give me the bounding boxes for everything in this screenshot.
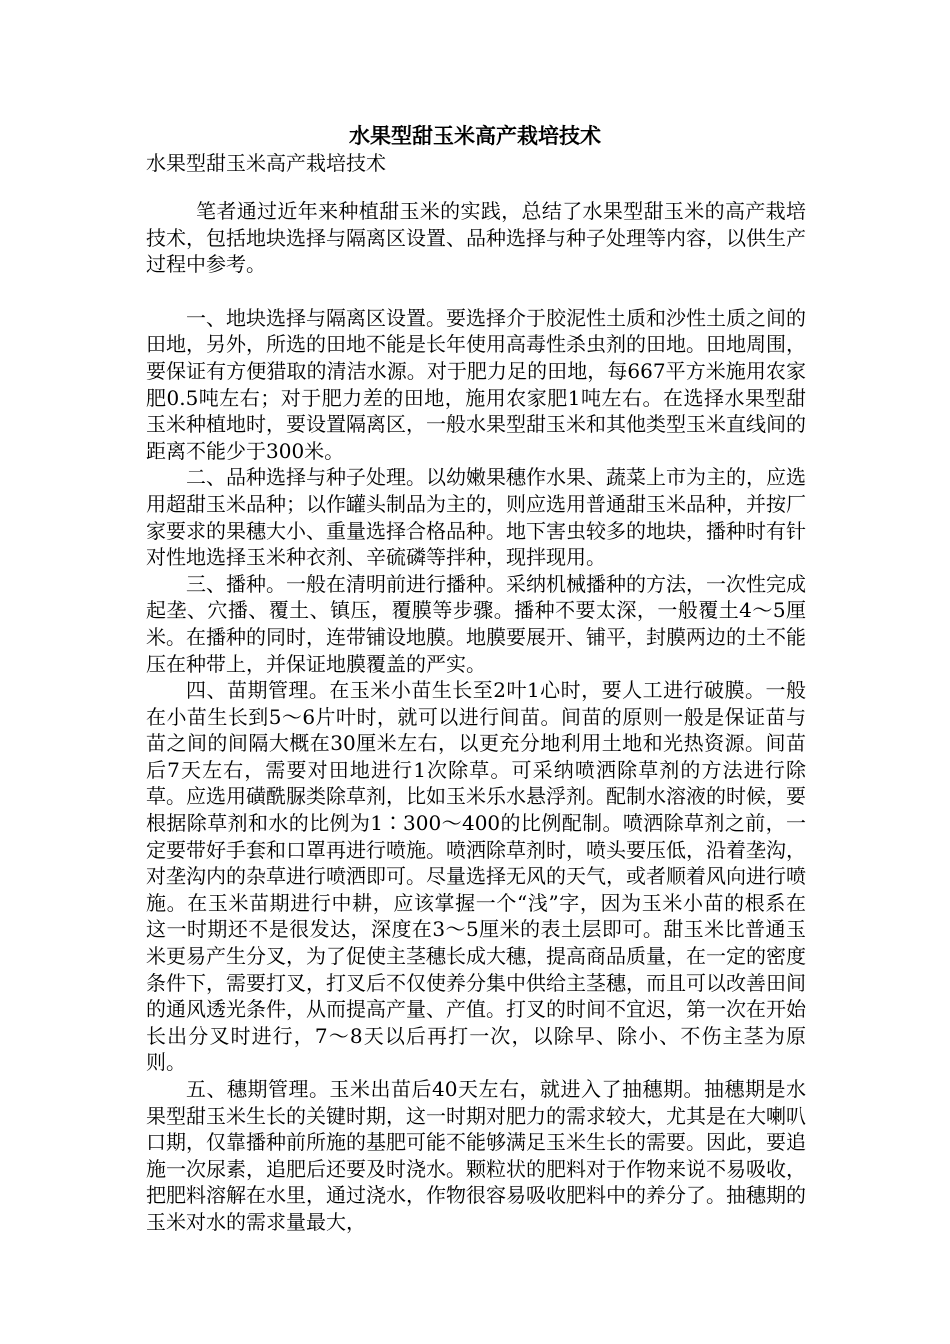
section-ear-management: 五、穗期管理。玉米出苗后40天左右，就进入了抽穗期。抽穗期是水果型甜玉米生长的关键时期，这一时期对肥力的需求较大，尤其是在大喇叭口期，仅靠播种前所施的基肥可能不能够满足玉米生长的需要。因此，要追施一次尿素，追肥后还要及时浇水。颗粒状的肥料对于作物来说不易吸收，把肥料溶解在水里，通过浇水，作物很容易吸收肥料中的养分了。抽穗期的玉米对水的需求量最大， [146, 1077, 806, 1234]
paragraph-gap [146, 278, 806, 305]
section-sowing: 三、播种。一般在清明前进行播种。采纳机械播种的方法，一次性完成起垄、穴播、覆土、镇压，覆膜等步骤。播种不要太深，一般覆土4～5厘米。在播种的同时，连带铺设地膜。地膜要展开、铺平，封膜两边的土不能压在种带上，并保证地膜覆盖的严实。 [146, 571, 806, 676]
document-body [146, 198, 806, 1236]
intro-paragraph: 笔者通过近年来种植甜玉米的实践，总结了水果型甜玉米的高产栽培技术，包括地块选择与隔离区设置、品种选择与种子处理等内容，以供生产过程中参考。 [146, 199, 806, 277]
document-subtitle: 水果型甜玉米高产栽培技术 [146, 151, 386, 175]
section-seedling-management: 四、苗期管理。在玉米小苗生长至2叶1心时，要人工进行破膜。一般在小苗生长到5～6片叶时，就可以进行间苗。间苗的原则一般是保证苗与苗之间的间隔大概在30厘米左右，以更充分地利用土地和光热资源。间苗后7天左右，需要对田地进行1次除草。可采纳喷洒除草剂的方法进行除草。应选用磺酰脲类除草剂，比如玉米乐水悬浮剂。配制水溶液的时候，要根据除草剂和水的比例为1∶300～400的比例配制。喷洒除草剂之前，一定要带好手套和口罩再进行喷施。喷洒除草剂时，喷头要压低，沿着垄沟，对垄沟内的杂草进行喷洒即可。尽量选择无风的天气，或者顺着风向进行喷施。在玉米苗期进行中耕，应该掌握一个“浅”字，因为玉米小苗的根系在这一时期还不是很发达，深度在3～5厘米的表土层即可。甜玉米比普通玉米更易产生分叉，为了促使主茎穗长成大穗，提高商品质量，在一定的密度条件下，需要打叉，打叉后不仅使养分集中供给主茎穗，而且可以改善田间的通风透光条件，从而提高产量、产值。打叉的时间不宜迟，第一次在开始长出分叉时进行，7～8天以后再打一次，以除早、除小、不伤主茎为原则。 [146, 678, 806, 1075]
section-land-selection: 一、地块选择与隔离区设置。要选择介于胶泥性土质和沙性土质之间的田地，另外，所选的田地不能是长年使用高毒性杀虫剂的田地。田地周围，要保证有方便猎取的清洁水源。对于肥力足的田地，每667平方米施用农家肥0.5吨左右；对于肥力差的田地，施用农家肥1吨左右。在选择水果型甜玉米种植地时，要设置隔离区，一般水果型甜玉米和其他类型玉米直线间的距离不能少于300米。 [146, 305, 806, 463]
section-variety-selection: 二、品种选择与种子处理。以幼嫩果穗作水果、蔬菜上市为主的，应选用超甜玉米品种；以作罐头制品为主的，则应选用普通甜玉米品种，并按厂家要求的果穗大小、重量选择合格品种。地下害虫较多的地块，播种时有针对性地选择玉米种衣剂、辛硫磷等拌种，现拌现用。 [146, 465, 806, 570]
document-title: 水果型甜玉米高产栽培技术 [349, 123, 601, 148]
